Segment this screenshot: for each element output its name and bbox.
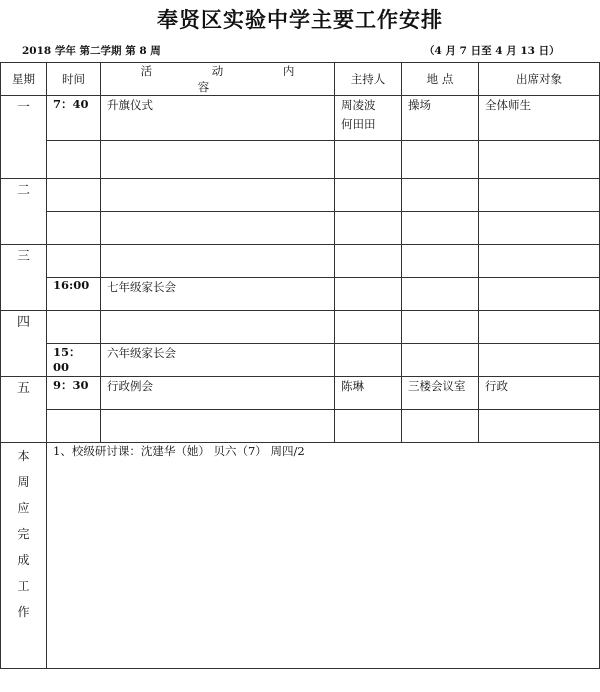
location-cell (402, 179, 479, 212)
weekly-work-row (1, 443, 600, 669)
day-monday: 一 (1, 96, 47, 179)
time-cell: 7：40 (47, 96, 101, 141)
page-title: 奉贤区实验中学主要工作安排 (157, 7, 443, 32)
attendees-cell (479, 141, 600, 179)
weekly-work-label-char: 工 (17, 579, 30, 593)
host-cell (335, 311, 402, 344)
location-cell: 三楼会议室 (402, 377, 479, 410)
column-header-activity (101, 63, 335, 96)
table-row (1, 141, 600, 179)
attendees-cell (479, 278, 600, 311)
time-cell: 9：30 (47, 377, 101, 410)
host-cell (335, 410, 402, 443)
location-cell (402, 410, 479, 443)
weekly-work-label-char: 本 (17, 449, 30, 463)
attendees-cell: 全体师生 (479, 96, 600, 141)
host-cell (335, 212, 402, 245)
host-cell (335, 245, 402, 278)
day-wednesday: 三 (1, 245, 47, 311)
weekly-work-item: 1、校级研讨课：沈建华（她） 贝六（7） 周四/2 (53, 444, 305, 458)
table-row (1, 377, 600, 410)
date-range: （4 月 7 日至 4 月 13 日） (424, 45, 560, 57)
location-cell (402, 212, 479, 245)
weekly-work-label-char: 完 (17, 527, 30, 541)
time-cell: 16:00 (47, 278, 101, 311)
host-cell (335, 96, 402, 141)
time-cell (47, 212, 101, 245)
column-header-location: 地 点 (402, 63, 479, 96)
table-row (1, 278, 600, 311)
column-header-day: 星期 (1, 63, 47, 96)
weekly-work-label-char: 周 (17, 475, 30, 489)
column-header-activity-label: 活 动 内 容 (140, 64, 323, 94)
table-row (1, 410, 600, 443)
location-cell: 操场 (402, 96, 479, 141)
time-cell (47, 410, 101, 443)
activity-cell: 行政例会 (101, 377, 335, 410)
location-cell (402, 311, 479, 344)
attendees-cell (479, 212, 600, 245)
attendees-cell (479, 179, 600, 212)
location-cell (402, 344, 479, 377)
activity-cell (101, 179, 335, 212)
time-cell (47, 179, 101, 212)
host-name: 周凌波 (341, 98, 376, 112)
attendees-cell: 行政 (479, 377, 600, 410)
activity-cell (101, 141, 335, 179)
host-cell (335, 278, 402, 311)
time-cell (47, 141, 101, 179)
location-cell (402, 278, 479, 311)
location-cell (402, 141, 479, 179)
column-header-time: 时间 (47, 63, 101, 96)
table-row (1, 311, 600, 344)
table-row (1, 344, 600, 377)
weekly-work-label (1, 443, 47, 669)
day-tuesday: 二 (1, 179, 47, 245)
time-cell (47, 245, 101, 278)
table-row (1, 245, 600, 278)
host-name: 何田田 (341, 117, 376, 131)
column-header-host: 主持人 (335, 63, 402, 96)
activity-cell (101, 212, 335, 245)
column-header-attendees: 出席对象 (479, 63, 600, 96)
attendees-cell (479, 311, 600, 344)
table-header-row (1, 63, 600, 96)
weekly-work-content (47, 443, 600, 669)
activity-cell: 六年级家长会 (101, 344, 335, 377)
attendees-cell (479, 344, 600, 377)
host-cell (335, 179, 402, 212)
attendees-cell (479, 245, 600, 278)
host-cell: 陈琳 (335, 377, 402, 410)
table-row (1, 96, 600, 141)
activity-cell (101, 311, 335, 344)
activity-cell: 七年级家长会 (101, 278, 335, 311)
weekly-work-label-char: 成 (17, 553, 30, 567)
location-cell (402, 245, 479, 278)
term-info: 2018 学年 第二学期 第 8 周 (22, 45, 161, 57)
time-cell (47, 311, 101, 344)
schedule-table (0, 62, 600, 669)
day-thursday: 四 (1, 311, 47, 377)
weekly-work-label-char: 作 (17, 605, 30, 619)
table-row (1, 179, 600, 212)
host-cell (335, 141, 402, 179)
day-friday: 五 (1, 377, 47, 443)
table-row (1, 212, 600, 245)
weekly-work-label-char: 应 (17, 501, 30, 515)
host-cell (335, 344, 402, 377)
activity-cell (101, 410, 335, 443)
activity-cell (101, 245, 335, 278)
attendees-cell (479, 410, 600, 443)
time-cell: 15：00 (47, 344, 101, 377)
activity-cell: 升旗仪式 (101, 96, 335, 141)
